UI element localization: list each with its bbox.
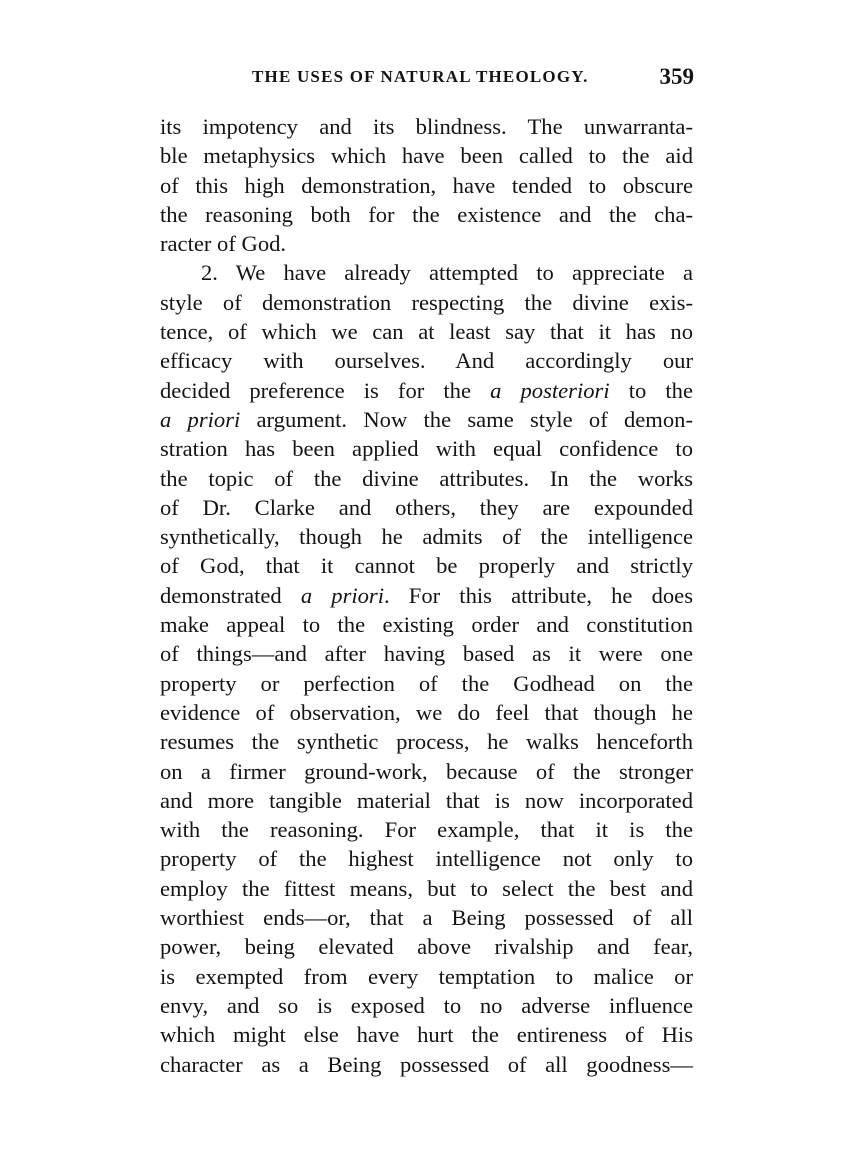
- text-segment: to the: [609, 377, 693, 403]
- text-line: which might else have hurt the entireness of His: [160, 1022, 693, 1048]
- text-line: of this high demonstration, have tended to obscure: [160, 172, 693, 198]
- text-line: [160, 405, 693, 434]
- text-line: property of the highest intelligence not only to: [160, 846, 693, 872]
- text-line: envy, and so is exposed to no adverse influence: [160, 992, 693, 1018]
- text-line: stration has been applied with equal confidence to: [160, 436, 693, 462]
- text-line: efficacy with ourselves. And accordingly our: [160, 348, 693, 374]
- italic-term: a priori: [160, 406, 241, 432]
- text-line: of things—and after having based as it were one: [160, 641, 693, 667]
- text-line: and more tangible material that is now incorporated: [160, 787, 693, 813]
- paragraph-start-line: 2. We have already attempted to appreciate a: [201, 260, 693, 286]
- text-segment: . For this attribute, he does: [384, 582, 693, 608]
- italic-term: a priori: [300, 582, 385, 608]
- running-head: [160, 64, 694, 94]
- text-line: resumes the synthetic process, he walks henceforth: [160, 729, 693, 755]
- text-line: style of demonstration respecting the divine exis-: [160, 289, 693, 315]
- text-line: property or perfection of the Godhead on the: [160, 670, 693, 696]
- text-line: its impotency and its blindness. The unwarranta-: [160, 114, 693, 139]
- text-line: synthetically, though he admits of the intelligence: [160, 524, 693, 550]
- page-number: 359: [659, 64, 694, 89]
- text-segment: decided preference is for the: [160, 377, 491, 403]
- text-line: character as a Being possessed of all goodness—: [160, 1051, 693, 1077]
- text-line: ble metaphysics which have been called to the aid: [160, 143, 693, 169]
- text-segment: demonstrated: [160, 582, 301, 608]
- text-line: evidence of observation, we do feel that though he: [160, 699, 693, 725]
- text-line: of God, that it cannot be properly and strictly: [160, 553, 693, 579]
- text-line: of Dr. Clarke and others, they are expounded: [160, 494, 693, 520]
- text-line: [160, 376, 693, 405]
- text-line: worthiest ends—or, that a Being possessed of all: [160, 905, 693, 931]
- text-line: with the reasoning. For example, that it is the: [160, 817, 693, 843]
- text-line: the topic of the divine attributes. In the works: [160, 465, 693, 491]
- text-segment: argument. Now the same style of demon-: [240, 406, 693, 432]
- text-line: power, being elevated above rivalship and fear,: [160, 934, 693, 960]
- text-line: employ the fittest means, but to select the best and: [160, 875, 693, 901]
- body-text: [160, 112, 693, 1079]
- running-title: THE USES OF NATURAL THEOLOGY.: [252, 67, 589, 86]
- text-line: make appeal to the existing order and constitution: [160, 612, 693, 638]
- text-line: on a firmer ground-work, because of the stronger: [160, 758, 693, 784]
- text-line: the reasoning both for the existence and the cha-: [160, 201, 693, 227]
- text-line: tence, of which we can at least say that it has no: [160, 319, 693, 345]
- text-line: [160, 581, 693, 610]
- italic-term: a posteriori: [490, 377, 610, 403]
- text-line: is exempted from every temptation to malice or: [160, 963, 693, 989]
- text-line: racter of God.: [160, 231, 287, 257]
